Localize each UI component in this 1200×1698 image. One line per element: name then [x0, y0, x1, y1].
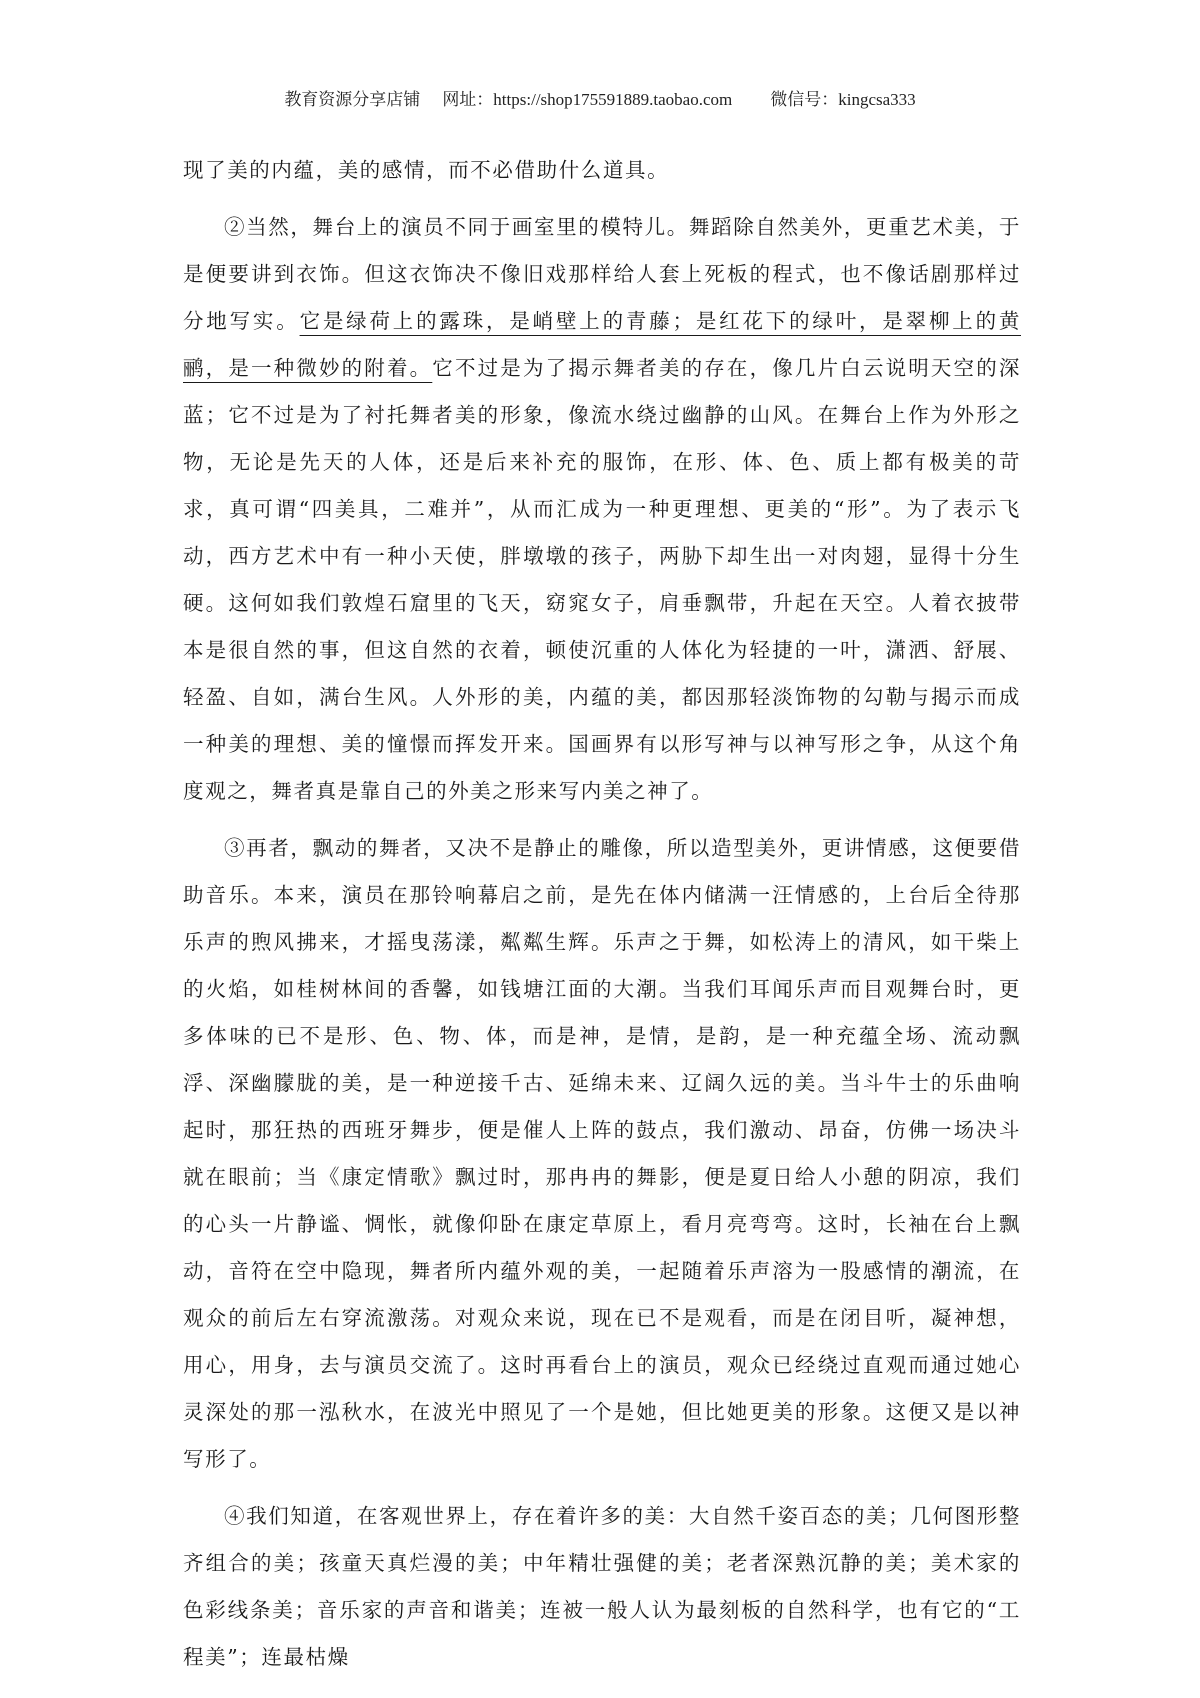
paragraph-3 — [183, 825, 1021, 1483]
underlined-sentence: 它是绿荷上的露珠，是峭壁上的青藤；是红花下的绿叶，是翠柳上的黄鹂，是一种微妙的附着。 — [183, 309, 1021, 380]
paragraph-text: 现了美的内蕴，美的感情，而不必借助什么道具。 — [183, 158, 670, 182]
paragraph-continued — [183, 147, 1021, 194]
header-website: 网址：https://shop175591889.taobao.com — [442, 90, 733, 109]
paragraph-text: ③再者，飘动的舞者，又决不是静止的雕像，所以造型美外，更讲情感，这便要借助音乐。本来，演员在那铃响幕启之前，是先在体内储满一汪情感的，上台后全待那乐声的煦风拂来，才摇曳荡漾，粼粼生辉。乐声之于舞，如松涛上的清风，如干柴上的火焰，如桂树林间的香馨，如钱塘江面的大潮。当我们耳闻乐声而目观舞台时，更多体味的已不是形、色、物、体，而是神，是情，是韵，是一种充蕴全场、流动飘浮、深幽朦胧的美，是一种逆接千古、延绵未来、辽阔久远的美。当斗牛士的乐曲响起时，那狂热的西班牙舞步，便是催人上阵的鼓点，我们激动、昂奋，仿佛一场决斗就在眼前；当《康定情歌》飘过时，那冉冉的舞影，便是夏日给人小憩的阴凉，我们的心头一片静谧、惆怅，就像仰卧在康定草原上，看月亮弯弯。这时，长袖在台上飘动，音符在空中隐现，舞者所内蕴外观的美，一起随着乐声溶为一股感情的潮流，在观众的前后左右穿流激荡。对观众来说，现在已不是观看，而是在闭目听，凝神想，用心，用身，去与演员交流了。这时再看台上的演员，观众已经绕过直观而通过她心灵深处的那一泓秋水，在波光中照见了一个是她，但比她更美的形象。这便又是以神写形了。 — [183, 836, 1021, 1471]
paragraph-text: ④我们知道，在客观世界上，存在着许多的美：大自然千姿百态的美；几何图形整齐组合的美；孩童天真烂漫的美；中年精壮强健的美；老者深熟沉静的美；美术家的色彩线条美；音乐家的声音和谐美；连被一般人认为最刻板的自然科学，也有它的“工程美”；连最枯燥 — [183, 1504, 1021, 1669]
paragraph-text: ②当然，舞台上的演员不同于画室里的模特儿。舞蹈除自然美外，更重艺术美，于是便要讲到衣饰。但这衣饰决不像旧戏那样给人套上死板的程式，也不像话剧那样过分地写实。 — [183, 215, 1021, 333]
header-shop-name: 教育资源分享店铺 — [284, 90, 421, 109]
paragraph-4 — [183, 1493, 1021, 1681]
header-wechat: 微信号：kingcsa333 — [770, 90, 916, 109]
page-header — [0, 88, 1200, 112]
paragraph-2 — [183, 204, 1021, 815]
paragraph-text: 它不过是为了揭示舞者美的存在，像几片白云说明天空的深蓝；它不过是为了衬托舞者美的形象，像流水绕过幽静的山风。在舞台上作为外形之物，无论是先天的人体，还是后来补充的服饰，在形、体、色、质上都有极美的苛求，真可谓“四美具，二难并”，从而汇成为一种更理想、更美的“形”。为了表示飞动，西方艺术中有一种小天使，胖墩墩的孩子，两胁下却生出一对肉翅，显得十分生硬。这何如我们敦煌石窟里的飞天，窈窕女子，肩垂飘带，升起在天空。人着衣披带本是很自然的事，但这自然的衣着，顿使沉重的人体化为轻捷的一叶，潇洒、舒展、轻盈、自如，满台生风。人外形的美，内蕴的美，都因那轻淡饰物的勾勒与揭示而成一种美的理想、美的憧憬而挥发开来。国画界有以形写神与以神写形之争，从这个角度观之，舞者真是靠自己的外美之形来写内美之神了。 — [183, 356, 1021, 803]
article-body — [183, 147, 1021, 1691]
